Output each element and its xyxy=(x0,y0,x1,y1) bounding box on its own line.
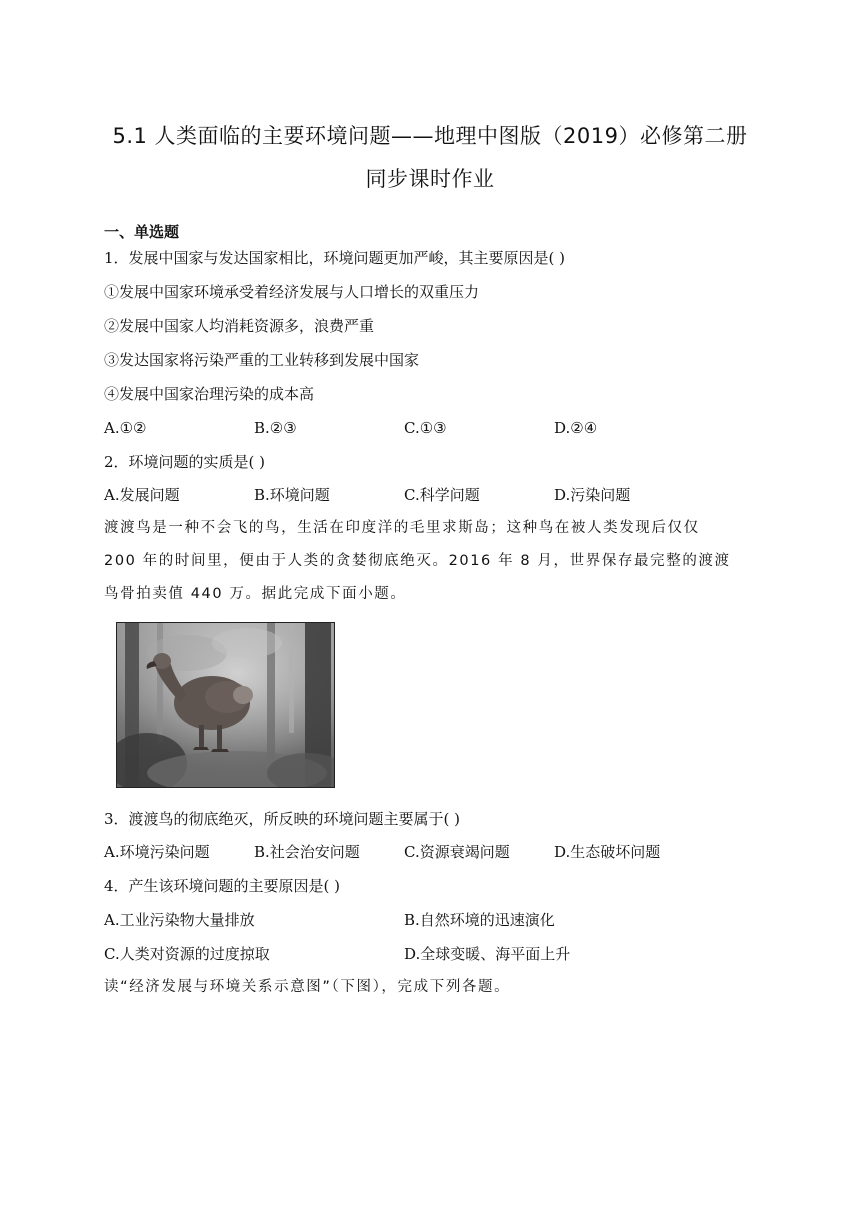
question-1-item-4: ④发展中国家治理污染的成本高 xyxy=(104,385,315,403)
question-1-item-1: ①发展中国家环境承受着经济发展与人口增长的双重压力 xyxy=(104,283,480,301)
question-4-option-c: C.人类对资源的过度掠取 xyxy=(104,945,270,963)
question-3-option-a: A.环境污染问题 xyxy=(104,843,210,861)
question-4-option-d: D.全球变暖、海平面上升 xyxy=(404,945,571,963)
question-2-option-d: D.污染问题 xyxy=(554,486,631,504)
dodo-bird-photo xyxy=(116,622,335,788)
section-heading: 一、单选题 xyxy=(104,223,180,241)
question-3-option-c: C.资源衰竭问题 xyxy=(404,843,510,861)
question-1-item-3: ③发达国家将污染严重的工业转移到发展中国家 xyxy=(104,351,420,369)
question-1-option-c: C.①③ xyxy=(404,419,447,437)
question-1-item-2: ②发展中国家人均消耗资源多，浪费严重 xyxy=(104,317,375,335)
question-4-option-b: B.自然环境的迅速演化 xyxy=(404,911,555,929)
question-2-option-a: A.发展问题 xyxy=(104,486,180,504)
document-title-line-1: 5.1 人类面临的主要环境问题——地理中图版（2019）必修第二册 xyxy=(112,124,748,148)
passage-1-line-1: 渡渡鸟是一种不会飞的鸟，生活在印度洋的毛里求斯岛；这种鸟在被人类发现后仅仅 xyxy=(104,520,700,536)
question-1-option-b: B.②③ xyxy=(254,419,297,437)
passage-1-line-2: 200 年的时间里，便由于人类的贪婪彻底绝灭。2016 年 8 月，世界保存最完整的渡渡 xyxy=(104,553,731,569)
passage-2-line: 读“经济发展与环境关系示意图”（下图），完成下列各题。 xyxy=(104,979,511,995)
question-1-option-a: A.①② xyxy=(104,419,147,437)
question-3-stem: 3．渡渡鸟的彻底绝灭，所反映的环境问题主要属于( ) xyxy=(104,810,461,828)
question-4-stem: 4．产生该环境问题的主要原因是( ) xyxy=(104,877,341,895)
passage-1-line-3: 鸟骨拍卖值 440 万。据此完成下面小题。 xyxy=(104,586,407,602)
question-2-stem: 2．环境问题的实质是( ) xyxy=(104,453,266,471)
question-3-option-b: B.社会治安问题 xyxy=(254,843,360,861)
question-1-stem: 1．发展中国家与发达国家相比，环境问题更加严峻，其主要原因是( ) xyxy=(104,249,566,267)
question-2-option-c: C.科学问题 xyxy=(404,486,480,504)
question-1-option-d: D.②④ xyxy=(554,419,598,437)
question-4-option-a: A.工业污染物大量排放 xyxy=(104,911,255,929)
question-2-option-b: B.环境问题 xyxy=(254,486,330,504)
question-3-option-d: D.生态破坏问题 xyxy=(554,843,661,861)
document-title-line-2: 同步课时作业 xyxy=(365,167,495,191)
